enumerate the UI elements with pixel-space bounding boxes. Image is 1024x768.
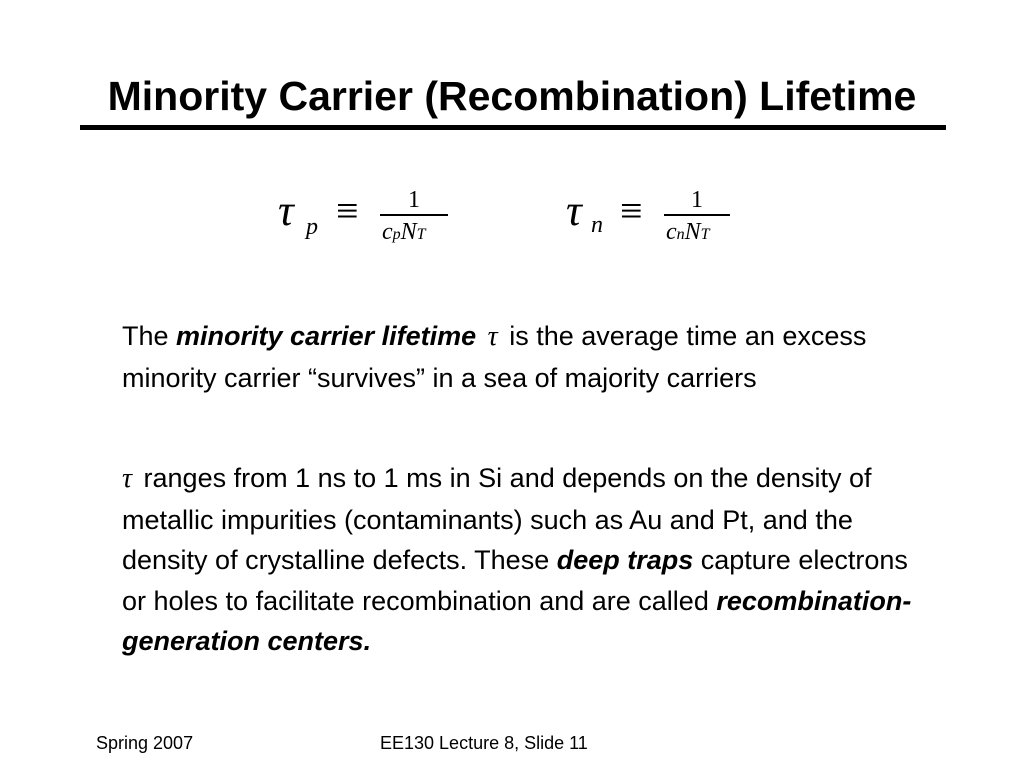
para2-text1: ranges from 1 ns to 1 ms in Si and depends on the density of metallic impurities (contaminants) such as Au and Pt, and the density of crystalline defects. These — [122, 463, 872, 575]
fraction-denominator — [666, 218, 710, 249]
equivalence-sign: ≡ — [620, 188, 643, 233]
tau-symbol-inline: τ — [122, 463, 133, 494]
paragraph-lifetime-range — [122, 458, 922, 662]
term-minority-carrier-lifetime: minority carrier lifetime — [176, 321, 477, 351]
tau-symbol: τ — [278, 186, 294, 235]
equivalence-sign: ≡ — [336, 188, 359, 233]
term-rg-centers: recombination-generation centers. — [122, 585, 912, 656]
fraction-numerator: 1 — [408, 187, 420, 213]
den-coeff-sub: n — [676, 226, 685, 243]
den-var: N — [684, 219, 701, 245]
den-coeff: c — [666, 219, 677, 245]
para2-text2: capture electrons or holes to facilitate recombination and are called — [122, 545, 908, 616]
footer-date: Spring 2007 — [96, 733, 194, 753]
den-var-sub: T — [416, 226, 426, 243]
fraction-bar — [380, 214, 448, 216]
slide-title: Minority Carrier (Recombination) Lifetime — [107, 73, 917, 119]
tau-symbol-inline: τ — [487, 321, 498, 352]
den-var: N — [400, 219, 417, 245]
fraction-bar — [664, 214, 730, 216]
term-deep-traps: deep traps — [556, 545, 694, 575]
tau-symbol: τ — [566, 186, 582, 235]
footer-slide-info: EE130 Lecture 8, Slide 11 — [380, 733, 588, 753]
tau-subscript: p — [306, 214, 318, 240]
para1-lead: The — [122, 321, 177, 351]
paragraph-lifetime-definition — [122, 316, 922, 398]
fraction-numerator: 1 — [691, 187, 703, 213]
equation-tau-n — [566, 186, 746, 256]
title-underline — [80, 125, 946, 130]
den-coeff-sub: p — [392, 226, 401, 243]
den-var-sub: T — [700, 226, 710, 243]
den-coeff: c — [382, 219, 393, 245]
fraction-denominator — [382, 218, 426, 249]
equation-tau-p — [278, 186, 458, 256]
para1-rest: is the average time an excess minority carrier “survives” in a sea of majority carriers — [122, 321, 867, 393]
tau-subscript: n — [591, 212, 603, 238]
